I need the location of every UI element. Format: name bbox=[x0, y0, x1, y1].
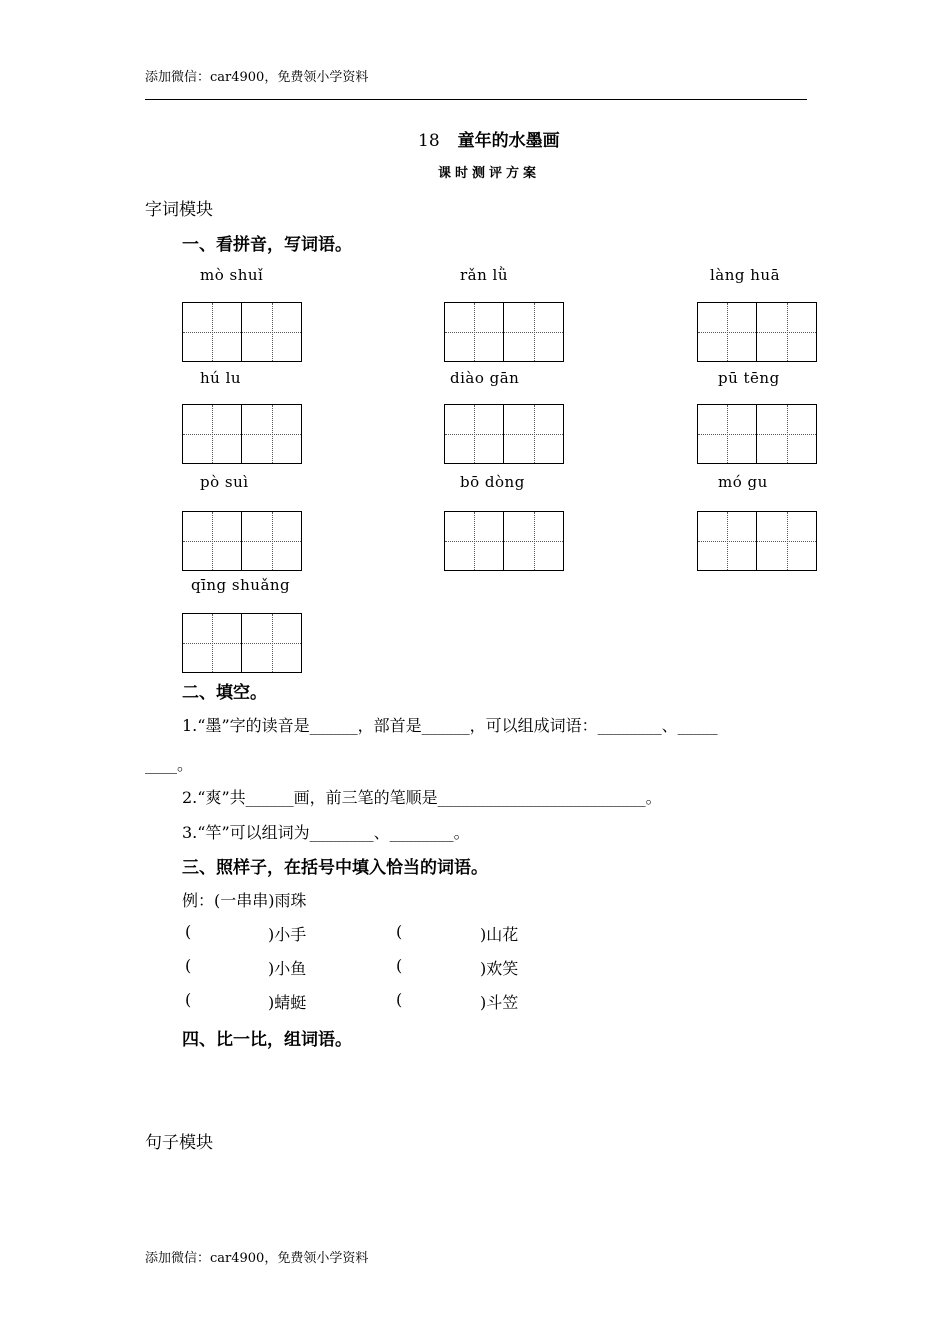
blank-paren: )欢笑 bbox=[480, 959, 519, 978]
blank-paren[interactable]: ( bbox=[185, 990, 192, 1009]
lesson-number: 18 bbox=[418, 131, 440, 151]
blank-paren: )斗笠 bbox=[480, 993, 519, 1012]
page-title bbox=[418, 126, 560, 151]
header-rule bbox=[145, 99, 807, 100]
pinyin-label: pū tēng bbox=[718, 369, 780, 387]
fill-line-1[interactable]: 1.“墨”字的读音是______，部首是______，可以组成词语：________、_____ bbox=[182, 716, 718, 735]
pinyin-label: bō dòng bbox=[460, 473, 525, 491]
pinyin-label: rǎn lǜ bbox=[460, 266, 508, 284]
example-line: 例：(一串串)雨珠 bbox=[182, 891, 307, 910]
lesson-title: 童年的水墨画 bbox=[457, 131, 560, 151]
blank-paren[interactable]: ( bbox=[185, 956, 192, 975]
writing-grid[interactable] bbox=[182, 613, 302, 673]
writing-grid[interactable] bbox=[182, 302, 302, 362]
writing-grid[interactable] bbox=[182, 404, 302, 464]
pinyin-label: diào gān bbox=[450, 369, 520, 387]
question-4-title: 四、比一比，组词语。 bbox=[182, 1030, 352, 1050]
fill-line-1-cont[interactable]: ____。 bbox=[145, 755, 194, 774]
writing-grid[interactable] bbox=[444, 302, 564, 362]
phrase-noun: 欢笑 bbox=[486, 959, 519, 978]
phrase-noun: 斗笠 bbox=[486, 993, 519, 1012]
blank-paren: )山花 bbox=[480, 925, 519, 944]
blank-paren: )小手 bbox=[268, 925, 307, 944]
blank-paren: )小鱼 bbox=[268, 959, 307, 978]
pinyin-label: qīng shuǎng bbox=[191, 576, 291, 594]
question-2-title: 二、填空。 bbox=[182, 683, 267, 703]
question-3-title: 三、照样子，在括号中填入恰当的词语。 bbox=[182, 858, 488, 878]
pinyin-label: làng huā bbox=[710, 266, 781, 284]
fill-line-3[interactable]: 3.“竿”可以组词为________、________。 bbox=[182, 823, 470, 842]
header-text: 添加微信：car4900，免费领小学资料 bbox=[145, 70, 369, 85]
pinyin-label: hú lu bbox=[200, 369, 242, 387]
writing-grid[interactable] bbox=[697, 302, 817, 362]
pinyin-label: pò suì bbox=[200, 473, 249, 491]
writing-grid[interactable] bbox=[697, 511, 817, 571]
phrase-noun: 蜻蜓 bbox=[274, 993, 307, 1012]
pinyin-label: mó gu bbox=[718, 473, 768, 491]
writing-grid[interactable] bbox=[182, 511, 302, 571]
writing-grid[interactable] bbox=[697, 404, 817, 464]
question-1-title: 一、看拼音，写词语。 bbox=[182, 235, 352, 255]
pinyin-label: mò shuǐ bbox=[200, 266, 264, 284]
phrase-noun: 小鱼 bbox=[274, 959, 307, 978]
writing-grid[interactable] bbox=[444, 511, 564, 571]
blank-paren: )蜻蜓 bbox=[268, 993, 307, 1012]
blank-paren[interactable]: ( bbox=[396, 990, 403, 1009]
writing-grid[interactable] bbox=[444, 404, 564, 464]
module-heading-sentences: 句子模块 bbox=[145, 1133, 213, 1153]
blank-paren[interactable]: ( bbox=[185, 922, 192, 941]
blank-paren[interactable]: ( bbox=[396, 922, 403, 941]
module-heading-words: 字词模块 bbox=[145, 200, 213, 220]
page-subtitle: 课时测评方案 bbox=[438, 166, 541, 181]
phrase-noun: 山花 bbox=[486, 925, 519, 944]
blank-paren[interactable]: ( bbox=[396, 956, 403, 975]
fill-line-2[interactable]: 2.“爽”共______画，前三笔的笔顺是__________________________。 bbox=[182, 788, 662, 807]
phrase-noun: 小手 bbox=[274, 925, 307, 944]
footer-text: 添加微信：car4900，免费领小学资料 bbox=[145, 1251, 369, 1266]
